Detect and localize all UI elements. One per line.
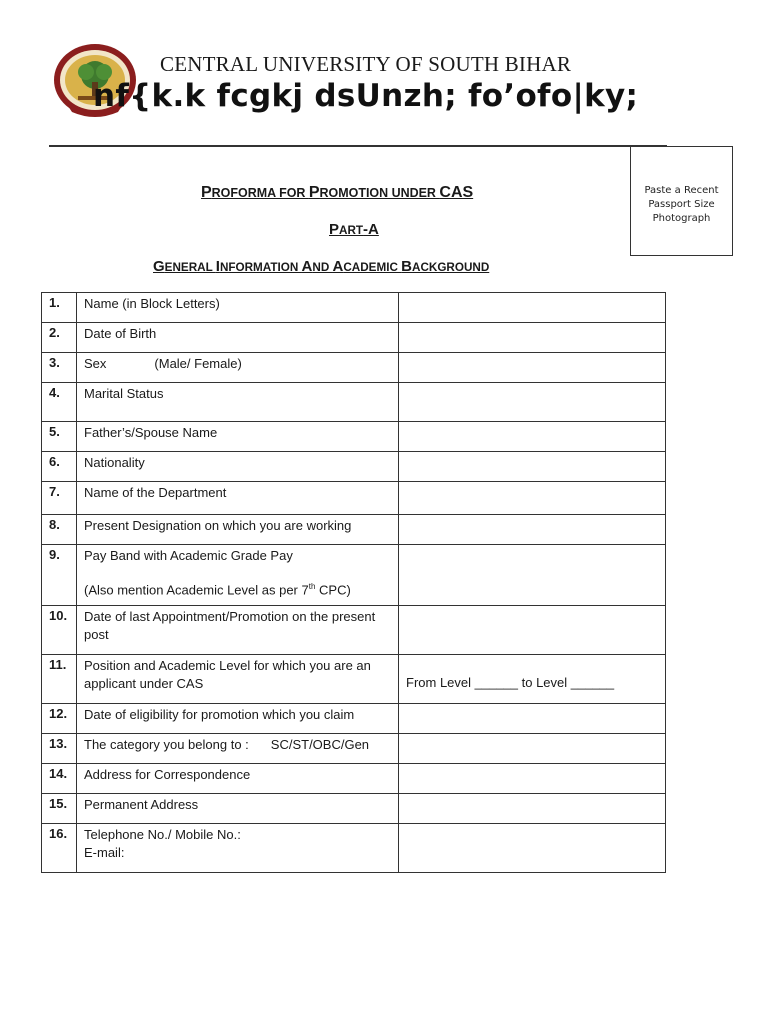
label-text: Sex xyxy=(84,356,107,371)
title-part: P xyxy=(329,221,340,238)
row-label: Nationality xyxy=(77,452,399,482)
title-part: A xyxy=(332,258,344,275)
table-row xyxy=(42,545,666,606)
row-label: Permanent Address xyxy=(77,794,399,824)
row-label: Father’s/Spouse Name xyxy=(77,422,399,452)
title-part: B xyxy=(401,258,412,275)
row-label xyxy=(77,734,399,764)
table-row xyxy=(42,734,666,764)
table-row xyxy=(42,353,666,383)
header-divider xyxy=(49,145,667,147)
row-number: 9. xyxy=(42,545,77,606)
row-label xyxy=(77,545,399,606)
photo-box xyxy=(630,146,733,256)
title-part: -A xyxy=(363,221,379,238)
photo-box-line: Paste a Recent xyxy=(644,185,719,196)
row-number: 12. xyxy=(42,704,77,734)
row-number: 16. xyxy=(42,824,77,873)
row-number: 14. xyxy=(42,764,77,794)
table-row xyxy=(42,422,666,452)
title-part: P xyxy=(201,184,212,201)
table-row xyxy=(42,482,666,515)
title-part: A xyxy=(301,258,313,275)
marital-status-field[interactable] xyxy=(399,383,666,422)
row-label: Name of the Department xyxy=(77,482,399,515)
table-row xyxy=(42,293,666,323)
section-title xyxy=(153,258,489,275)
designation-field[interactable] xyxy=(399,515,666,545)
row-label xyxy=(77,353,399,383)
table-row xyxy=(42,515,666,545)
title-part: CADEMIC xyxy=(343,261,402,274)
photo-box-line: Photograph xyxy=(652,213,711,224)
level-text: From Level ______ to Level ______ xyxy=(406,675,615,690)
table-row xyxy=(42,452,666,482)
part-title xyxy=(329,221,379,238)
permanent-address-field[interactable] xyxy=(399,794,666,824)
row-number: 7. xyxy=(42,482,77,515)
row-number: 13. xyxy=(42,734,77,764)
correspondence-address-field[interactable] xyxy=(399,764,666,794)
row-number: 10. xyxy=(42,606,77,655)
table-row xyxy=(42,606,666,655)
title-part: ENERAL xyxy=(164,261,216,274)
row-number: 1. xyxy=(42,293,77,323)
proforma-title xyxy=(201,184,473,202)
label-text: The category you belong to : xyxy=(84,737,249,752)
nationality-field[interactable] xyxy=(399,452,666,482)
father-spouse-name-field[interactable] xyxy=(399,422,666,452)
row-label: Date of Birth xyxy=(77,323,399,353)
level-field[interactable] xyxy=(399,655,666,704)
eligibility-date-field[interactable] xyxy=(399,704,666,734)
table-row xyxy=(42,824,666,873)
title-part: CAS xyxy=(439,184,474,201)
row-label: Marital Status xyxy=(77,383,399,422)
table-row xyxy=(42,764,666,794)
university-name-hindi: nf{k.k fcgkj dsUnzh; fo’ofo|ky; xyxy=(93,78,639,114)
row-number: 8. xyxy=(42,515,77,545)
sex-field[interactable] xyxy=(399,353,666,383)
pay-band-field[interactable] xyxy=(399,545,666,606)
label-text: (Also mention Academic Level as per 7th CPC) xyxy=(84,582,351,598)
title-part: ACKGROUND xyxy=(412,261,490,274)
info-form-table xyxy=(41,292,666,873)
contact-field[interactable] xyxy=(399,824,666,873)
dob-field[interactable] xyxy=(399,323,666,353)
label-text: Pay Band with Academic Grade Pay xyxy=(84,548,293,563)
title-part: ART xyxy=(339,224,364,237)
table-row xyxy=(42,323,666,353)
table-row xyxy=(42,794,666,824)
table-row xyxy=(42,655,666,704)
row-label: Date of last Appointment/Promotion on the present post xyxy=(77,606,399,655)
row-number: 11. xyxy=(42,655,77,704)
table-row xyxy=(42,383,666,422)
row-number: 6. xyxy=(42,452,77,482)
title-part: ROFORMA FOR xyxy=(211,186,309,200)
last-appointment-field[interactable] xyxy=(399,606,666,655)
row-label: Present Designation on which you are working xyxy=(77,515,399,545)
title-part: G xyxy=(153,258,165,275)
row-number: 5. xyxy=(42,422,77,452)
photo-box-line: Passport Size xyxy=(648,199,715,210)
label-text: SC/ST/OBC/Gen xyxy=(270,737,370,752)
row-label xyxy=(77,824,399,873)
title-part: NFORMATION xyxy=(219,261,302,274)
row-number: 2. xyxy=(42,323,77,353)
row-label: Name (in Block Letters) xyxy=(77,293,399,323)
category-field[interactable] xyxy=(399,734,666,764)
row-label: Position and Academic Level for which you are an applicant under CAS xyxy=(77,655,399,704)
department-field[interactable] xyxy=(399,482,666,515)
title-part: ROMOTION UNDER xyxy=(319,186,440,200)
row-number: 4. xyxy=(42,383,77,422)
title-part: P xyxy=(308,184,320,201)
title-part: ND xyxy=(312,261,333,274)
label-text: Telephone No./ Mobile No.: xyxy=(84,827,241,842)
row-number: 15. xyxy=(42,794,77,824)
row-number: 3. xyxy=(42,353,77,383)
name-field[interactable] xyxy=(399,293,666,323)
university-name-english: CENTRAL UNIVERSITY OF SOUTH BIHAR xyxy=(160,52,572,76)
row-label: Address for Correspondence xyxy=(77,764,399,794)
label-text: (Male/ Female) xyxy=(154,356,242,371)
row-label: Date of eligibility for promotion which you claim xyxy=(77,704,399,734)
table-row xyxy=(42,704,666,734)
label-text: E-mail: xyxy=(84,845,125,860)
title-part: I xyxy=(215,258,220,275)
